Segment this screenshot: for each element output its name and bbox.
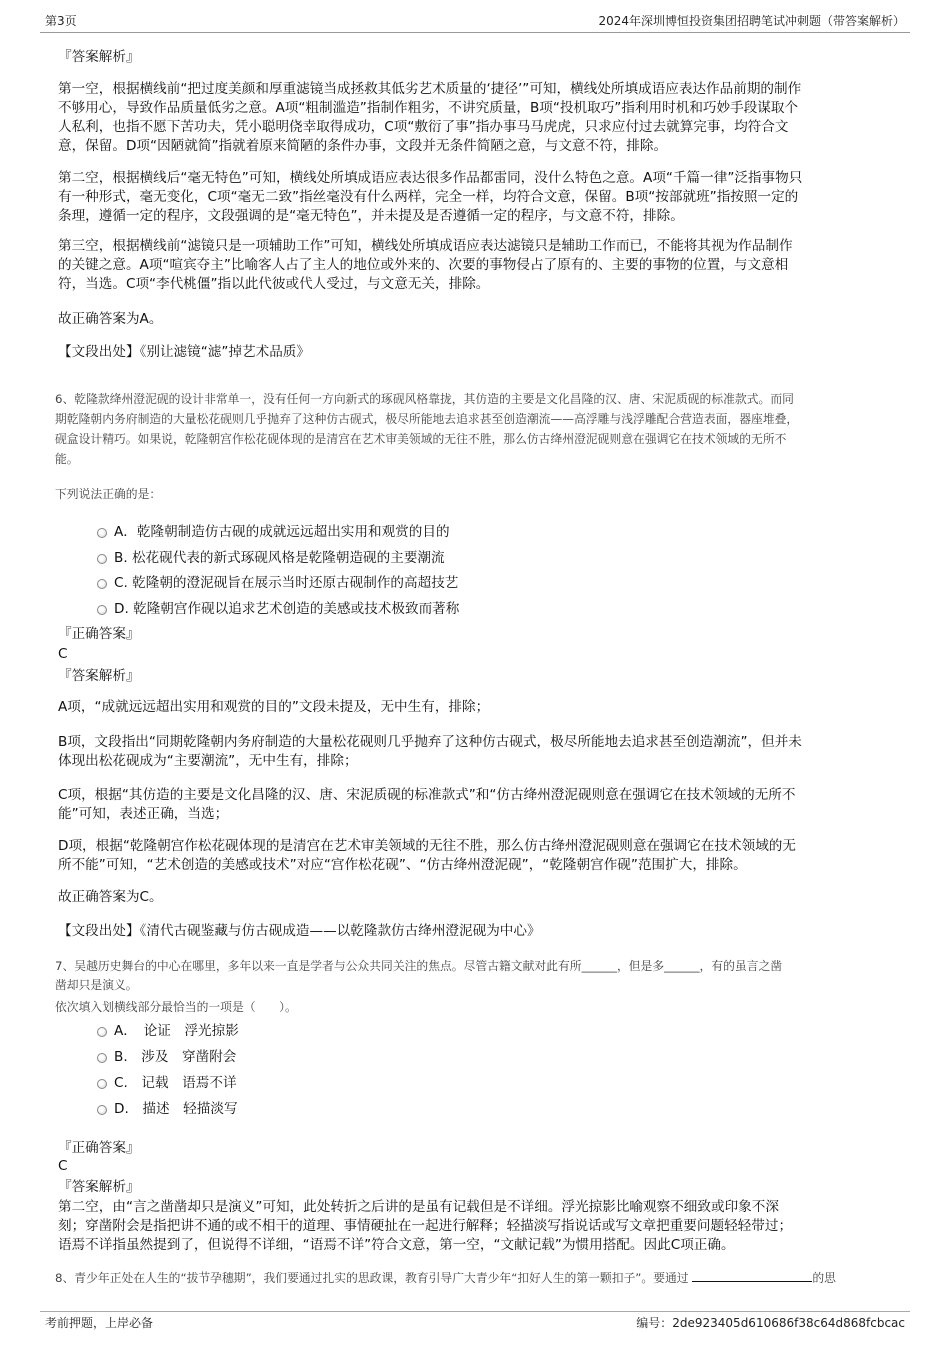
q7-stem-line2: 凿却只是演义。: [55, 978, 138, 992]
q8-stem-end: 的思: [812, 1271, 836, 1285]
document-title: 2024年深圳博恒投资集团招聘笔试冲刺题（带答案解析）: [598, 14, 905, 28]
option-radio[interactable]: [97, 1027, 107, 1037]
text-line: 能。: [55, 452, 79, 466]
conclusion: 故正确答案为A。: [58, 311, 163, 327]
header-divider: [40, 32, 910, 33]
option-label[interactable]: D. 乾隆朝宫作砚以追求艺术创造的美感或技术极致而著称: [114, 600, 460, 617]
q8-stem-start: 8、青少年正处在人生的“拔节孕穗期”，我们要通过扎实的思政课，教育引导广大青少年“扣好人生的第一颗扣子”。要通过: [55, 1271, 689, 1285]
option-label[interactable]: C. 记载 语焉不详: [114, 1075, 237, 1091]
q7-stem-line1: 7、吴越历史舞台的中心在哪里，多年以来一直是学者与公众共同关注的焦点。尽管古籍文献对此有所______，但是多______，有的虽言之凿: [55, 959, 783, 973]
option-label[interactable]: B. 松花砚代表的新式琢砚风格是乾隆朝造砚的主要潮流: [114, 549, 445, 566]
q6-analysis-c: [58, 786, 796, 824]
text-line: 6、乾隆款绛州澄泥砚的设计非常单一，没有任何一方向新式的琢砚风格靠拢，其仿造的主要是文化昌隆的汉、唐、宋泥质砚的标准款式。而同: [55, 392, 794, 406]
q6-analysis-a: [58, 698, 489, 717]
q6-source: 【文段出处】《清代古砚鉴藏与仿古砚成造——以乾隆款仿古绛州澄泥砚为中心》: [58, 923, 541, 939]
analysis-label: 『答案解析』: [58, 49, 140, 65]
q7-answer-label: 『正确答案』: [58, 1140, 140, 1156]
q6-analysis-d: [58, 837, 796, 875]
q6-prompt: 下列说法正确的是：: [55, 487, 162, 501]
analysis-paragraph-1: [58, 80, 801, 156]
text-line: 人私利，也指不愿下苦功夫，凭小聪明侥幸取得成功，C项“敷衍了事”指办事马马虎虎，只求应付过去就算完事，均符合文: [58, 119, 789, 135]
text-line: A项，“成就远远超出实用和观赏的目的”文段未提及，无中生有，排除；: [58, 699, 490, 715]
option-radio[interactable]: [97, 1053, 107, 1063]
option-radio[interactable]: [97, 554, 107, 564]
text-line: 语焉不详指虽然提到了，但说得不详细，“语焉不详”符合文意，第一空，“文献记载”为惯用搭配。因此C项正确。: [58, 1237, 735, 1253]
option-radio[interactable]: [97, 605, 107, 615]
text-line: D项，根据“乾隆朝宫作松花砚体现的是清宫在艺术审美领域的无往不胜，那么仿古绛州澄泥砚则意在强调它在技术领域的无: [58, 838, 796, 854]
option-label[interactable]: B. 涉及 穿凿附会: [114, 1049, 237, 1065]
text-line: 所不能”可知，“艺术创造的美感或技术”对应“宫作松花砚”、“仿古绛州澄泥砚”，“乾隆朝宫作砚”范围扩大，排除。: [58, 857, 747, 873]
option-radio[interactable]: [97, 1079, 107, 1089]
option-label[interactable]: C. 乾隆朝的澄泥砚旨在展示当时还原古砚制作的高超技艺: [114, 575, 459, 591]
text-line: 第三空，根据横线前“滤镜只是一项辅助工作”可知，横线处所填成语应表达滤镜只是辅助工作而已，不能将其视为作品制作: [58, 238, 793, 254]
q6-answer-label: 『正确答案』: [58, 626, 140, 642]
q8-blank: [692, 1269, 812, 1282]
q6-analysis-b: [58, 733, 802, 771]
option-label[interactable]: A．乾隆朝制造仿古砚的成就远远超出实用和观赏的目的: [114, 524, 450, 540]
text-line: 砚盒设计精巧。如果说，乾隆朝宫作松花砚体现的是清宫在艺术审美领域的无往不胜，那么仿古绛州澄泥砚则意在强调它在技术领域的无所不: [55, 432, 787, 446]
text-line: 体现出松花砚成为“主要潮流”，无中生有，排除；: [58, 753, 358, 769]
page-number: 第3页: [45, 14, 77, 28]
text-line: 不够用心，导致作品质量低劣之意。A项“粗制滥造”指制作粗劣，不讲究质量，B项“投机取巧”指利用时机和巧妙手段谋取个: [58, 100, 799, 116]
text-line: 第二空，根据横线后“毫无特色”可知，横线处所填成语应表达很多作品都雷同，没什么特色之意。A项“千篇一律”泛指事物只: [58, 170, 803, 186]
q7-analysis-label: 『答案解析』: [58, 1179, 140, 1195]
text-line: 有一种形式，毫无变化，C项“毫无二致”指丝毫没有什么两样，完全一样，均符合文意，保留。B项“按部就班”指按照一定的: [58, 189, 799, 205]
option-label[interactable]: D. 描述 轻描淡写: [114, 1101, 238, 1117]
document-id: 编号：2de923405d610686f38c64d868fcbcac: [636, 1316, 905, 1330]
text-line: 能”可知，表述正确，当选；: [58, 806, 229, 822]
analysis-paragraph-3: [58, 237, 793, 294]
text-line: B项，文段指出“同期乾隆朝内务府制造的大量松花砚则几乎抛弃了这种仿古砚式，极尽所能地去追求甚至创造潮流”，但并未: [58, 734, 802, 750]
footer-divider: [40, 1311, 910, 1312]
option-label[interactable]: A． 论证 浮光掠影: [114, 1023, 239, 1039]
text-line: 意，保留。D项“因陋就简”指就着原来简陋的条件办事，文段并无条件简陋之意，与文意不符，排除。: [58, 138, 668, 154]
option-radio[interactable]: [97, 528, 107, 538]
q7-prompt: 依次填入划横线部分最恰当的一项是（ ）。: [55, 1000, 297, 1014]
text-line: C项，根据“其仿造的主要是文化昌隆的汉、唐、宋泥质砚的标准款式”和“仿古绛州澄泥砚则意在强调它在技术领域的无所不: [58, 787, 796, 803]
text-line: 条理，遵循一定的程序，文段强调的是“毫无特色”，并未提及是否遵循一定的程序，与文意不符，排除。: [58, 208, 684, 224]
q8-stem: [55, 1268, 836, 1288]
text-line: 第二空，由“言之凿凿却只是演义”可知，此处转折之后讲的是虽有记载但是不详细。浮光掠影比喻观察不细致或印象不深: [58, 1199, 779, 1215]
option-radio[interactable]: [97, 1105, 107, 1115]
q6-analysis-label: 『答案解析』: [58, 668, 140, 684]
q7-analysis: [58, 1198, 792, 1255]
q6-stem: [55, 389, 798, 469]
analysis-paragraph-2: [58, 169, 802, 226]
footer-slogan: 考前押题，上岸必备: [45, 1316, 154, 1330]
q7-answer: C: [58, 1158, 68, 1174]
text-line: 期乾隆朝内务府制造的大量松花砚则几乎抛弃了这种仿古砚式，极尽所能地去追求甚至创造潮流——高浮雕与浅浮雕配合营造表面，器座堆叠，: [55, 412, 799, 426]
source: 【文段出处】《别让滤镜“滤”掉艺术品质》: [58, 344, 310, 360]
text-line: 第一空，根据横线前“把过度美颜和厚重滤镜当成拯救其低劣艺术质量的‘捷径’”可知，横线处所填成语应表达作品前期的制作: [58, 81, 802, 97]
q6-answer: C: [58, 646, 68, 662]
text-line: 刻；穿凿附会是指把讲不通的或不相干的道理、事情硬扯在一起进行解释；轻描淡写指说话或写文章把重要问题轻轻带过；: [58, 1218, 793, 1234]
option-radio[interactable]: [97, 579, 107, 589]
q6-conclusion: 故正确答案为C。: [58, 889, 163, 905]
text-line: 符，当选。C项“李代桃僵”指以此代彼或代人受过，与文意无关，排除。: [58, 276, 490, 292]
text-line: 的关键之意。A项“喧宾夺主”比喻客人占了主人的地位或外来的、次要的事物侵占了原有的、主要的事物的位置，与文意相: [58, 257, 789, 273]
